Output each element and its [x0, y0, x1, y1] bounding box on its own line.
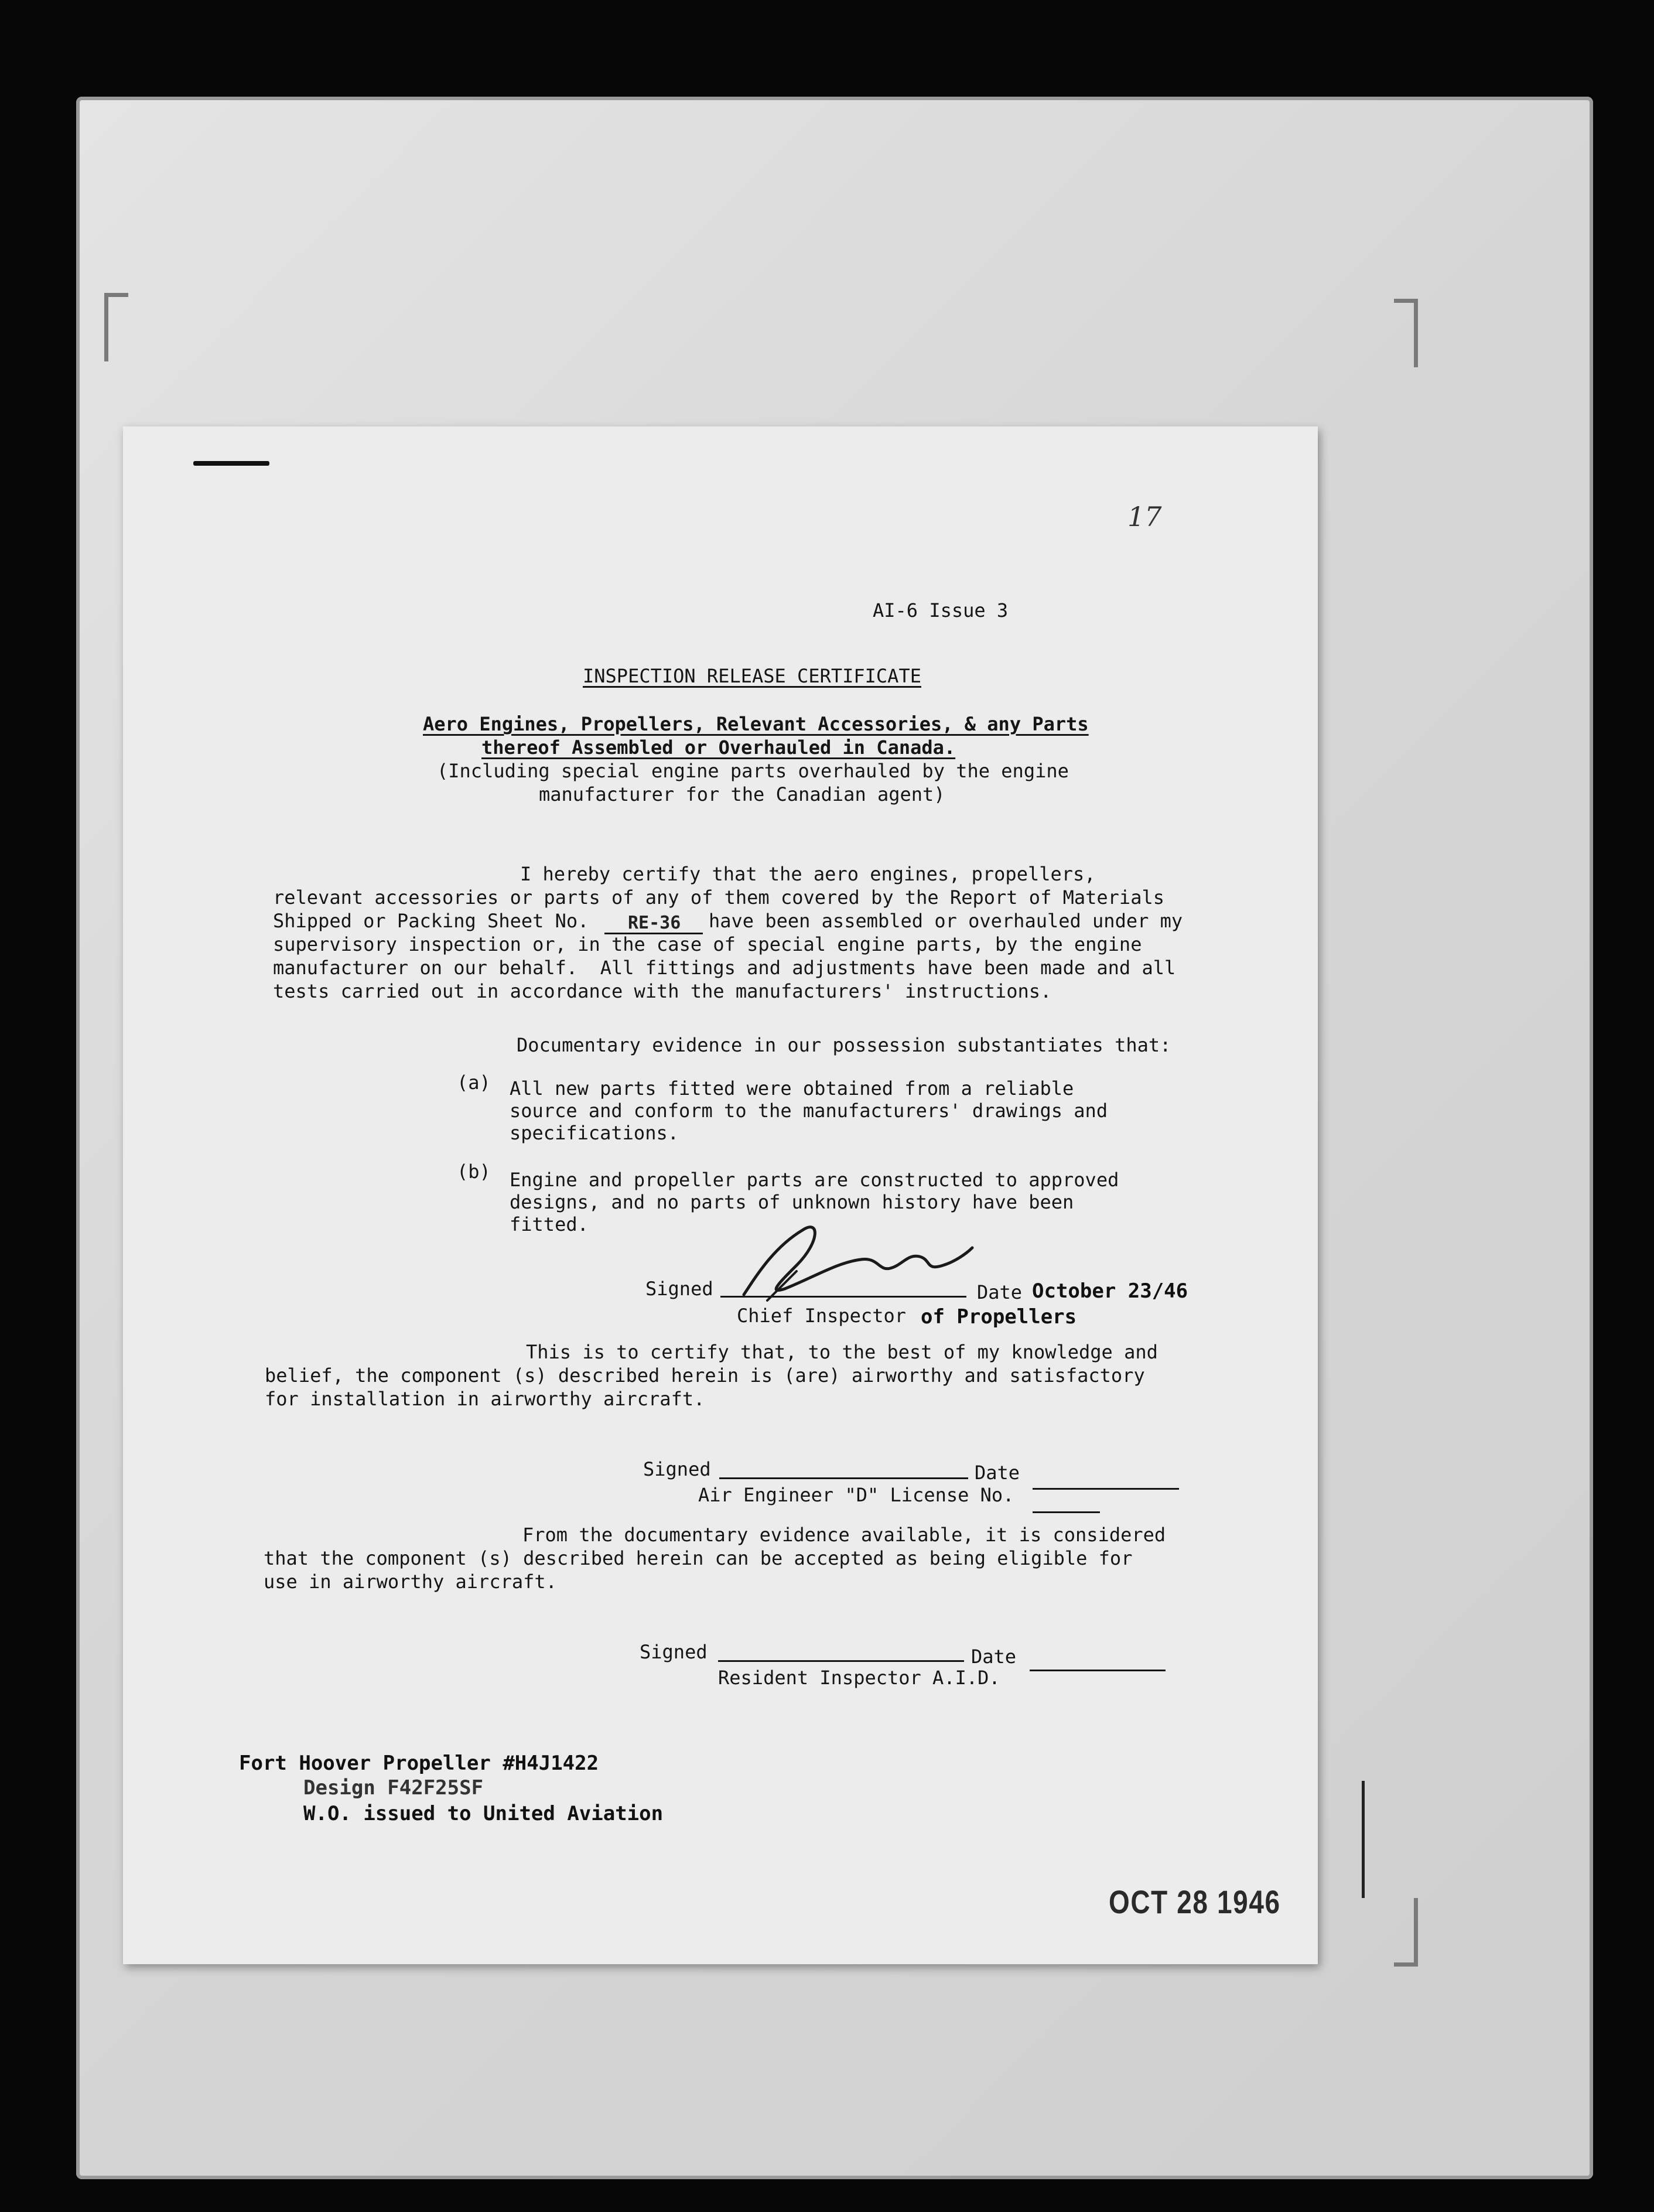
engineer-signed-label: Signed	[643, 1458, 711, 1480]
crop-mark-top-right	[1394, 299, 1418, 367]
typed-note-3: W.O. issued to United Aviation	[303, 1802, 664, 1825]
clause-a-line-3: specifications.	[510, 1122, 679, 1144]
resident-date-label: Date	[971, 1646, 1017, 1668]
certification-line-2: relevant accessories or parts of any of them covered by the Report of Materials	[273, 886, 1164, 909]
resident-signature-line	[718, 1660, 964, 1662]
received-date-stamp: OCT 28 1946	[1109, 1883, 1281, 1920]
chief-inspector-title: Chief Inspector	[737, 1305, 906, 1327]
certification-line-6: tests carried out in accordance with the manufacturers' instructions.	[273, 980, 1052, 1002]
typed-note-1: Fort Hoover Propeller #H4J1422	[239, 1752, 599, 1775]
clause-a-line-2: source and conform to the manufacturers' drawings and	[510, 1100, 1108, 1122]
chief-inspector-title-typed: of Propellers	[921, 1305, 1077, 1329]
subtitle-line-1: Aero Engines, Propellers, Relevant Accessories, & any Parts	[423, 713, 1089, 735]
engineer-date-label: Date	[975, 1462, 1020, 1484]
crop-mark-top-left	[104, 293, 128, 361]
certification-line-3: Shipped or Packing Sheet No.	[273, 910, 589, 932]
certificate-title: INSPECTION RELEASE CERTIFICATE	[583, 665, 921, 687]
chief-date-label: Date	[977, 1281, 1023, 1303]
clause-a-line-1: All new parts fitted were obtained from a reliable	[510, 1077, 1074, 1100]
clause-a-marker: (a)	[457, 1071, 491, 1094]
clause-b-marker: (b)	[457, 1160, 491, 1183]
subtitle-note-line-2: manufacturer for the Canadian agent)	[539, 783, 945, 805]
chief-signature	[732, 1207, 978, 1306]
clause-b-line-1: Engine and propeller parts are constructed to approved	[510, 1169, 1119, 1191]
subtitle-note-line-1: (Including special engine parts overhauled by the engine	[437, 760, 1069, 782]
chief-date-value: October 23/46	[1032, 1279, 1188, 1303]
typed-note-2: Design F42F25SF	[303, 1776, 484, 1800]
subtitle-line-2: thereof Assembled or Overhauled in Canada.	[481, 736, 956, 759]
engineer-license-line	[1033, 1511, 1100, 1513]
engineer-signature-line	[719, 1477, 968, 1479]
crop-mark-bottom-right	[1394, 1898, 1418, 1967]
certification-line-5: manufacturer on our behalf. All fittings and adjustments have been made and all	[273, 957, 1176, 979]
clause-b-line-2: designs, and no parts of unknown history have been	[510, 1191, 1074, 1213]
form-number: AI-6 Issue 3	[873, 599, 1009, 622]
resident-date-line	[1030, 1670, 1166, 1671]
eligibility-line-3: use in airworthy aircraft.	[264, 1571, 557, 1593]
eligibility-line-1: From the documentary evidence available, it is considered	[522, 1524, 1166, 1546]
airworthy-line-2: belief, the component (s) described herein is (are) airworthy and satisfactory	[265, 1364, 1145, 1387]
certification-line-3b: have been assembled or overhauled under my	[709, 910, 1183, 932]
top-left-dash-mark	[193, 461, 269, 466]
margin-tick-mark	[1362, 1781, 1365, 1898]
airworthy-line-1: This is to certify that, to the best of my knowledge and	[526, 1341, 1158, 1363]
airworthy-line-3: for installation in airworthy aircraft.	[265, 1388, 705, 1410]
engineer-license-title: Air Engineer "D" License No.	[698, 1484, 1014, 1506]
resident-signed-label: Signed	[640, 1641, 708, 1663]
handwritten-page-number: 17	[1127, 501, 1162, 532]
engineer-date-line	[1033, 1488, 1179, 1490]
certification-line-1: I hereby certify that the aero engines, propellers,	[520, 863, 1096, 885]
evidence-intro: Documentary evidence in our possession substantiates that:	[517, 1034, 1171, 1056]
eligibility-line-2: that the component (s) described herein can be accepted as being eligible for	[264, 1547, 1133, 1569]
chief-signed-label: Signed	[645, 1278, 713, 1300]
certification-line-4: supervisory inspection or, in the case of special engine parts, by the engine	[273, 933, 1142, 955]
resident-inspector-title: Resident Inspector A.I.D.	[718, 1667, 1000, 1689]
clause-b-line-3: fitted.	[510, 1213, 589, 1235]
packing-sheet-number: RE-36	[628, 913, 681, 933]
